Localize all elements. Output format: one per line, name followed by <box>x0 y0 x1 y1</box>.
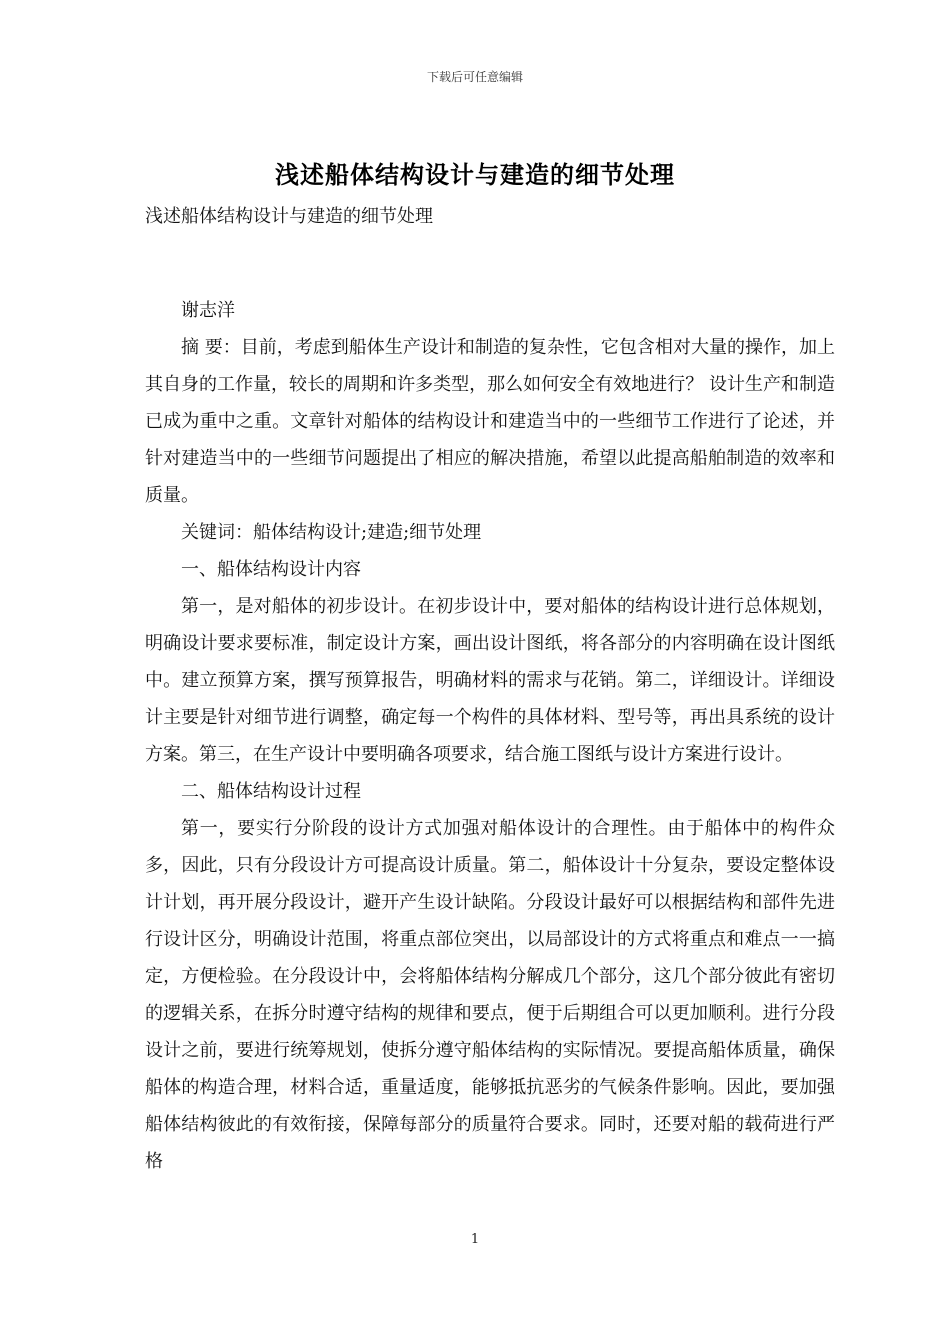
header-note: 下载后可任意编辑 <box>426 70 523 84</box>
keywords-line: 关键词：船体结构设计;建造;细节处理 <box>181 522 482 543</box>
document-body <box>145 198 835 1180</box>
section-heading-1: 一、船体结构设计内容 <box>181 559 361 580</box>
section-body-2: 第一，要实行分阶段的设计方式加强对船体设计的合理性。由于船体中的构件众多，因此，只有分段设计方可提高设计质量。第二，船体设计十分复杂，要设定整体设计计划，再开展分段设计，避开产生设计缺陷。分段设计最好可以根据结构和部件先进行设计区分，明确设计范围，将重点部位突出，以局部设计的方式将重点和难点一一搞定，方便检验。在分段设计中，会将船体结构分解成几个部分，这几个部分彼此有密切的逻辑关系，在拆分时遵守结构的规律和要点，便于后期组合可以更加顺利。进行分段设计之前，要进行统筹规划，使拆分遵守船体结构的实际情况。要提高船体质量，确保船体的构造合理，材料合适，重量适度，能够抵抗恶劣的气候条件影响。因此，要加强船体结构彼此的有效衔接，保障每部分的质量符合要求。同时，还要对船的载荷进行严格 <box>145 818 835 1172</box>
section-heading-2: 二、船体结构设计过程 <box>181 781 361 802</box>
document-subtitle: 浅述船体结构设计与建造的细节处理 <box>145 206 433 227</box>
document-title: 浅述船体结构设计与建造的细节处理 <box>275 160 675 189</box>
author-name: 谢志洋 <box>181 300 235 321</box>
section-body-1: 第一，是对船体的初步设计。在初步设计中，要对船体的结构设计进行总体规划，明确设计要求要标准，制定设计方案，画出设计图纸，将各部分的内容明确在设计图纸中。建立预算方案，撰写预算报告，明确材料的需求与花销。第二，详细设计。详细设计主要是针对细节进行调整，确定每一个构件的具体材料、型号等，再出具系统的设计方案。第三，在生产设计中要明确各项要求，结合施工图纸与设计方案进行设计。 <box>145 596 835 765</box>
abstract-paragraph: 摘 要：目前，考虑到船体生产设计和制造的复杂性，它包含相对大量的操作，加上其自身的工作量，较长的周期和许多类型，那么如何安全有效地进行？ 设计生产和制造已成为重中之重。文章针对船体的结构设计和建造当中的一些细节工作进行了论述，并针对建造当中的一些细节问题提出了相应的解决措施，希望以此提高船舶制造的效率和质量。 <box>145 337 835 506</box>
page-number: 1 <box>470 1232 480 1247</box>
